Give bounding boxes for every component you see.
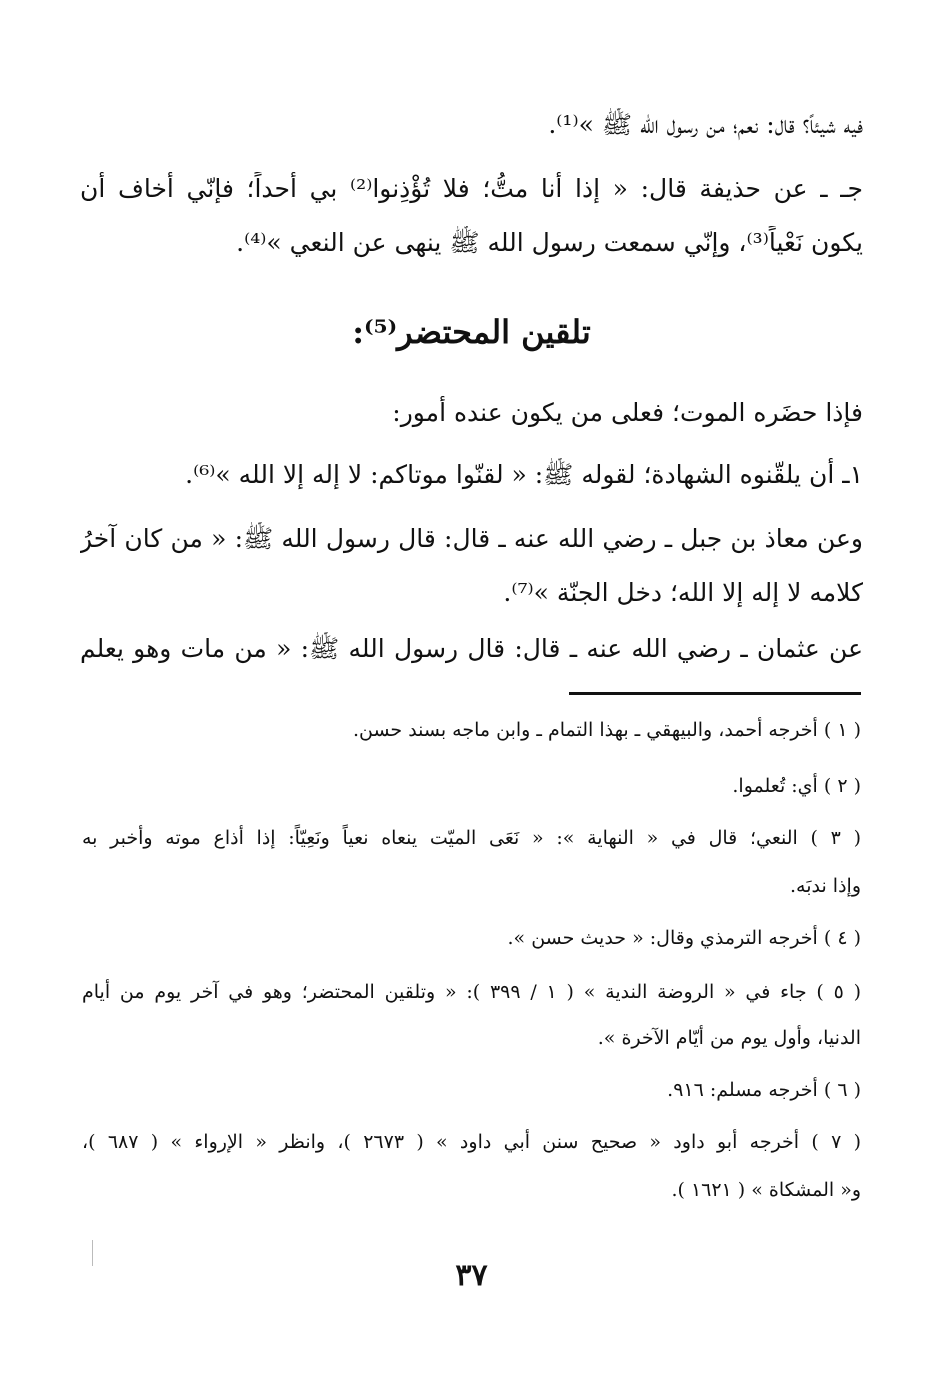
body-line-6: وعن معاذ بن جبل ـ رضي الله عنه ـ قال: قال رسول الله ﷺ: « من كان آخرُ [80, 524, 863, 553]
footnote-7: ( ٧ ) أخرجه أبو داود « صحيح سنن أبي داود » ( ٢٦٧٣ )، وانظر « الإرواء » ( ٦٨٧ )، [82, 1131, 861, 1153]
body-line-2: جـ ـ عن حذيفة قال: « إذا أنا متُّ؛ فلا تُؤْذِنوا⁽²⁾ بي أحداً؛ فإنّي أخاف أن [80, 174, 863, 203]
footnote-5: ( ٥ ) جاء في « الروضة الندية » ( ١ / ٣٩٩ ): « وتلقين المحتضر؛ وهو في آخر يوم من أيام [82, 981, 861, 1003]
body-line-4: فإذا حضَره الموت؛ فعلى من يكون عنده أمور: [392, 398, 863, 427]
footnote-3: ( ٣ ) النعي؛ قال في « النهاية »: « نَعَى الميّت ينعاه نعياً ونَعِيّاً: إذا أذاع موته وأخبر به [82, 827, 861, 849]
footnote-separator [569, 692, 861, 695]
footnote-5-continued: الدنيا، وأول يوم من أيّام الآخرة ». [597, 1027, 861, 1049]
footnote-4: ( ٤ ) أخرجه الترمذي وقال: « حديث حسن ». [507, 927, 861, 949]
footnote-7-continued: و« المشكاة » ( ١٦٢١ ). [671, 1179, 861, 1201]
body-line-5: ١ـ أن يلقّنوه الشهادة؛ لقوله ﷺ: « لقنّوا موتاكم: لا إله إلا الله »⁽⁶⁾. [185, 460, 863, 489]
body-line-8: عن عثمان ـ رضي الله عنه ـ قال: قال رسول الله ﷺ: « من مات وهو يعلم [80, 634, 863, 663]
body-line-1: فيه شيئاً؟ قال: نعم؛ من رسول الله ﷺ »⁽¹⁾. [548, 110, 863, 139]
footnote-2: ( ٢ ) أي: تُعلموا. [732, 775, 861, 797]
footnote-1: ( ١ ) أخرجه أحمد، والبيهقي ـ بهذا التمام ـ وابن ماجه بسند حسن. [352, 719, 861, 741]
footnote-6: ( ٦ ) أخرجه مسلم: ٩١٦. [667, 1079, 861, 1101]
footnote-3-continued: وإذا ندبَه. [789, 875, 861, 897]
page-number: ٣٧ [455, 1258, 488, 1293]
body-line-3: يكون نَعْياً⁽³⁾، وإنّي سمعت رسول الله ﷺ ينهى عن النعي »⁽⁴⁾. [236, 228, 863, 257]
body-line-7: كلامه لا إله إلا الله؛ دخل الجنّة »⁽⁷⁾. [503, 578, 863, 607]
section-heading: تلقين المحتضر⁽⁵⁾: [352, 313, 591, 351]
